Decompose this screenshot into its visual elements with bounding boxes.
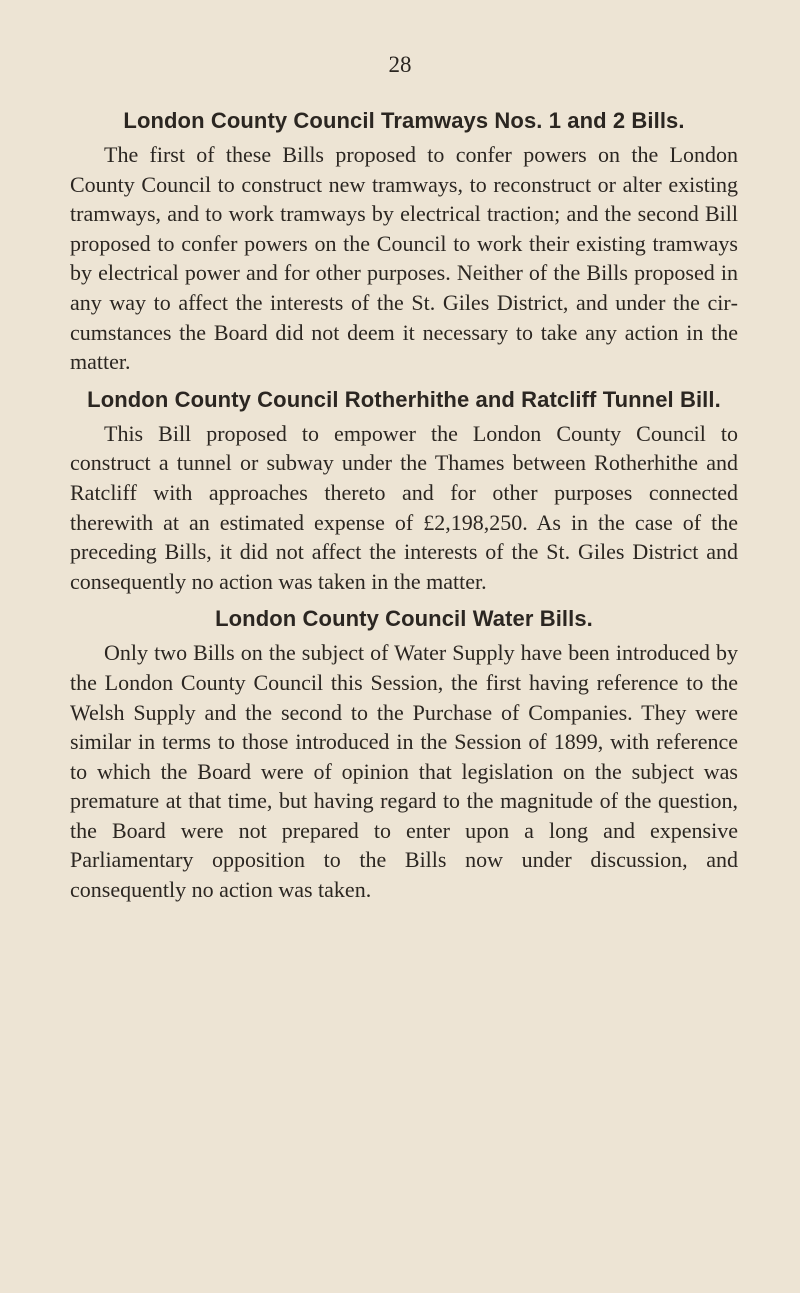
section-heading-tramways: London County Council Tramways Nos. 1 and 2 Bills. — [123, 108, 685, 133]
section-heading-tunnel: London County Council Rotherhithe and Ratcliff Tunnel Bill. — [87, 386, 721, 412]
section-body-tunnel: This Bill proposed to empower the London County Council to construct a tunnel or subway under the Thames between Rotherhithe and Ratcliff with approaches thereto and for other purposes connected therewith at an estimated expense of £2,198,250. As in the case of the preceding Bills, it did not affect the interests of the St. Giles District and consequently no action was taken in the matter. — [70, 420, 738, 594]
section-body-tramways: The first of these Bills proposed to confer powers on the London County Council to construct new tramways, to reconstruct or alter existing tramways, and to work tramways by electrical traction; and the second Bill proposed to confer powers on the Council to work their existing tramways by electrical power and for other purposes. Neither of the Bills proposed in any way to affect the interests of the St. Giles District, and under the circumstances the Board did not deem it necessary to take any action in the matter. — [70, 142, 738, 375]
section-heading-water: London County Council Water Bills. — [215, 606, 593, 632]
page-number: 28 — [388, 52, 412, 77]
section-body-water: Only two Bills on the subject of Water Supply have been introduced by the London County Council this Session, the first having reference to the Welsh Supply and the second to the Purchase of Companies. They were similar in terms to those introduced in the Session of 1899, with reference to which the Board were of opinion that legislation on the subject was premature at that time, but having regard to the magnitude of the question, the Board were not prepared to enter upon a long and expensive Parliamentary opposition to the Bills now under discussion, and consequently no action was taken. — [70, 640, 738, 903]
page-content — [70, 104, 738, 913]
